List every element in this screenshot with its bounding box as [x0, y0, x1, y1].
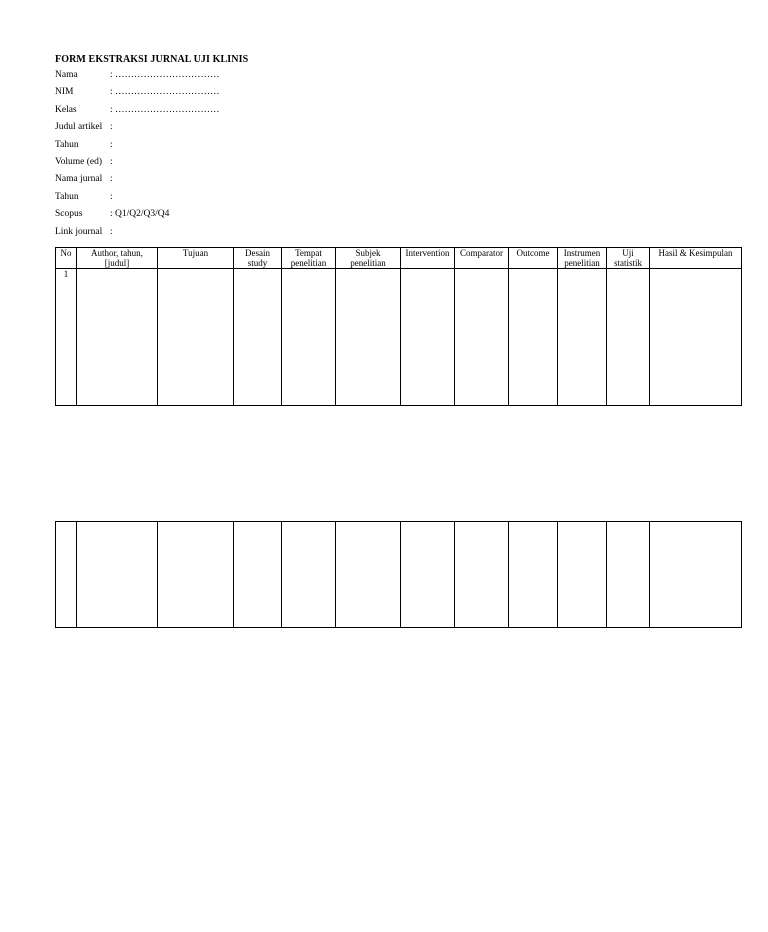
table-cell — [509, 522, 558, 628]
table-cell — [234, 522, 282, 628]
field-label: Kelas — [55, 104, 77, 115]
table-cell — [336, 522, 401, 628]
field-value: : — [110, 139, 113, 150]
field-volume — [55, 157, 220, 174]
field-tahun — [55, 140, 220, 157]
field-label: Nama — [55, 70, 78, 80]
column-header: Outcome — [509, 248, 558, 269]
field-kelas — [55, 105, 220, 122]
column-header: Intervention — [401, 248, 455, 269]
table-row — [56, 522, 742, 628]
field-value: : — [110, 156, 113, 167]
table-cell — [56, 522, 77, 628]
table-cell — [234, 269, 282, 406]
form-fields — [55, 70, 220, 244]
table-cell — [558, 522, 607, 628]
table-cell — [607, 269, 650, 406]
table-cell — [650, 522, 742, 628]
column-header: Instrumen penelitian — [558, 248, 607, 269]
field-label: Tahun — [55, 191, 79, 202]
column-header: Desain study — [234, 248, 282, 269]
table-header-row — [56, 248, 742, 269]
field-label: Judul artikel — [55, 122, 103, 133]
table-cell — [77, 269, 158, 406]
form-title: FORM EKSTRAKSI JURNAL UJI KLINIS — [55, 54, 249, 65]
column-header: No — [56, 248, 77, 269]
field-value: : Q1/Q2/Q3/Q4 — [110, 209, 170, 220]
table-row — [56, 269, 742, 406]
table-cell — [282, 522, 336, 628]
column-header: Comparator — [455, 248, 509, 269]
row-number-cell: 1 — [56, 269, 77, 406]
field-value: : — [110, 226, 113, 237]
field-label: Tahun — [55, 139, 79, 150]
table-cell — [282, 269, 336, 406]
table-cell — [650, 269, 742, 406]
table-cell — [158, 522, 234, 628]
table-cell — [158, 269, 234, 406]
field-label: Scopus — [55, 209, 83, 220]
extraction-table — [55, 247, 742, 406]
table-cell — [401, 522, 455, 628]
table-cell — [558, 269, 607, 406]
field-value: : — [110, 122, 113, 133]
field-label: Nama jurnal — [55, 174, 103, 185]
table-cell — [336, 269, 401, 406]
column-header: Uji statistik — [607, 248, 650, 269]
field-value: : — [110, 174, 113, 185]
column-header: Author, tahun, [judul] — [77, 248, 158, 269]
column-header: Tujuan — [158, 248, 234, 269]
field-label: Volume (ed) — [55, 156, 103, 167]
field-nim — [55, 87, 220, 104]
field-link-journal — [55, 227, 220, 244]
column-header: Tempat penelitian — [282, 248, 336, 269]
field-nama — [55, 70, 220, 87]
table-cell — [455, 522, 509, 628]
table-cell — [401, 269, 455, 406]
field-nama-jurnal — [55, 174, 220, 191]
column-header: Hasil & Kesimpulan — [650, 248, 742, 269]
field-value: : …………………………… — [110, 104, 220, 115]
table-cell — [77, 522, 158, 628]
field-scopus — [55, 209, 220, 226]
field-label: Link journal — [55, 226, 103, 237]
field-label: NIM — [55, 87, 74, 98]
field-value: : …………………………… — [110, 70, 220, 80]
field-value: : — [110, 191, 113, 202]
extraction-table-continued — [55, 521, 742, 628]
table-cell — [607, 522, 650, 628]
column-header: Subjek penelitian — [336, 248, 401, 269]
field-tahun-2 — [55, 192, 220, 209]
table-cell — [455, 269, 509, 406]
field-judul-artikel — [55, 122, 220, 139]
field-value: : …………………………… — [110, 87, 220, 98]
table-cell — [509, 269, 558, 406]
